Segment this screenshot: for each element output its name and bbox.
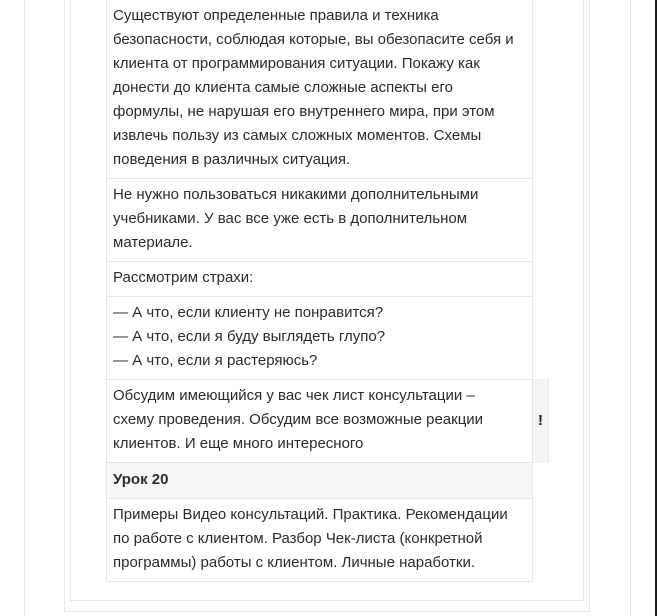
exclamation-mark-cell <box>533 379 549 463</box>
table-row <box>107 179 532 262</box>
row-text-line: материале. <box>113 234 193 251</box>
row-text-line: — А что, если я растеряюсь? <box>113 352 318 369</box>
row-text-line: схему проведения. Обсудим все возможные реакции <box>113 411 484 428</box>
table-row <box>107 380 543 463</box>
table-row <box>107 297 532 380</box>
row-text-line: по работе с клиентом. Разбор Чек-листа (конкретной <box>113 530 483 547</box>
row-text-line: донести до клиента самые сложные аспекты его <box>113 79 453 96</box>
row-text-line: Рассмотрим страхи: <box>113 269 254 286</box>
outer-frame-left <box>24 0 25 616</box>
row-text-line: Примеры Видео консультаций. Практика. Рекомендации <box>113 506 508 523</box>
box2-right <box>589 0 590 612</box>
row-text-line: клиента от программирования ситуации. Покажу как <box>113 55 480 72</box>
exclamation-icon: ! <box>538 412 543 429</box>
lesson-title: Урок 20 <box>113 471 169 488</box>
row-text-line: учебниками. У вас все уже есть в дополнительном <box>113 210 468 227</box>
row-text-line: поведения в различных ситуация. <box>113 151 351 168</box>
row-text-line: — А что, если клиенту не понравится? <box>113 304 384 321</box>
row-text-line: формулы, не нарушая его внутреннего мира, при этом <box>113 103 495 120</box>
box1-left <box>70 0 71 600</box>
row-text-line: Обсудим имеющийся у вас чек лист консультации – <box>113 387 475 404</box>
lesson-table <box>106 0 543 582</box>
outer-frame-right <box>630 0 631 616</box>
row-text-line: Не нужно пользоваться никакими дополнительными <box>113 186 479 203</box>
lesson-header-row <box>107 463 532 499</box>
table-row <box>107 499 532 582</box>
box2-left <box>64 0 65 612</box>
row-text-line: Существуют определенные правила и техника <box>113 7 439 24</box>
row-text-line: извлечь пользу из самых сложных моментов. Схемы <box>113 127 482 144</box>
box1-right <box>583 0 584 600</box>
row-text-line: безопасности, соблюдая которые, вы обезопасите себя и <box>113 31 514 48</box>
row-text-line: — А что, если я буду выглядеть глупо? <box>113 328 386 345</box>
table-row <box>107 262 532 297</box>
box2-bottom <box>64 611 590 612</box>
box1-bottom <box>70 600 584 601</box>
row-text-line: программы) работы с клиентом. Личные наработки. <box>113 554 475 571</box>
table-row <box>107 0 532 179</box>
row-text-line: клиентов. И еще много интересного <box>113 435 364 452</box>
